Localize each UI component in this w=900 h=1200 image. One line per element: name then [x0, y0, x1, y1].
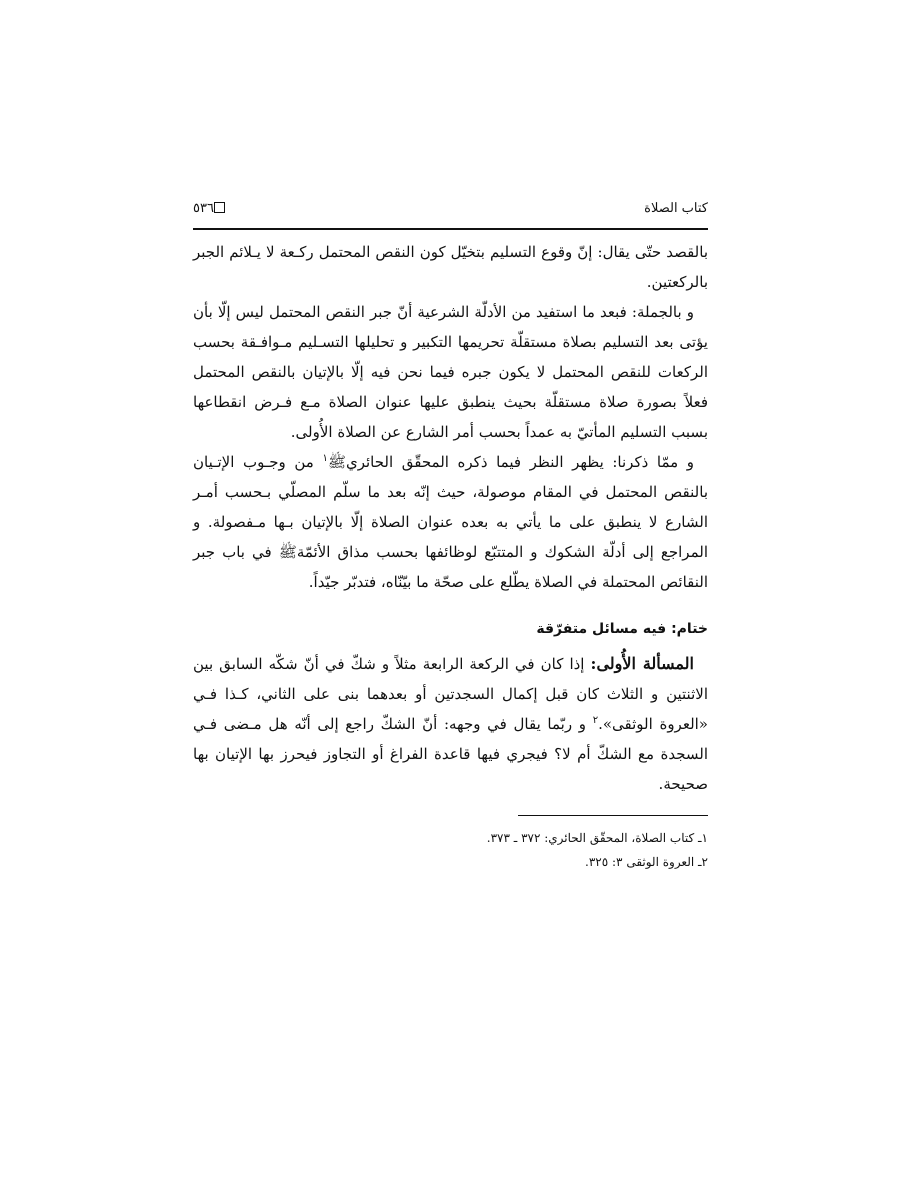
book-page — [193, 195, 708, 874]
issue-paragraph — [193, 649, 708, 799]
body-text — [193, 237, 708, 597]
paragraph-3 — [193, 447, 708, 597]
paragraph-2: و بالجملة: فبعد ما استفيد من الأدلّة الشرعية أنّ جبر النقص المحتمل ليس إلّا بأن يؤتى بعد التسليم بصلاة مستقلّة تحريمها التكبير و تحليلها التسـليم مـوافـقة بحسب الركعات للنقص المحتمل لا يكون جبره فيما نحن فيه إلّا بالإتيان بالنقص المحتمل فعلاً بصورة صلاة مستقلّة بحيث ينطبق عليها عنوان الصلاة مـع فـرض انقطاعها بسبب التسليم المأتيّ به عمداً بحسب أمر الشارع عن الصلاة الأُولى. — [193, 303, 708, 441]
running-header — [193, 195, 708, 219]
footnote-2: ٢ـ العروة الوثقى ٣: ٣٢٥. — [585, 855, 708, 869]
issue-lead: المسألة الأُولى: — [590, 654, 694, 673]
section-heading: ختام: فيه مسائل متفرّقة — [536, 621, 708, 637]
running-title: كتاب الصلاة — [644, 201, 708, 216]
header-rule — [193, 228, 708, 230]
paragraph-1: بالقصد حتّى يقال: إنّ وقوع التسليم بتخيّل كون النقص المحتمل ركـعة لا يـلائم الجبر بالركعتين. — [193, 243, 708, 291]
page-number-text: ٥٣٦ — [193, 201, 214, 216]
honorific-imams: ﷺ — [278, 543, 297, 561]
honorific-ha-iri: ﷺ — [327, 453, 346, 471]
page-number — [193, 201, 230, 216]
footnote-ref-1: ١ — [322, 453, 328, 464]
footnote-rule — [518, 815, 708, 816]
footnote-1: ١ـ كتاب الصلاة، المحقّق الحائري: ٣٧٢ ـ ٣٧٣. — [486, 831, 708, 845]
paragraph-3-text-c: في باب جبر النقائص المحتملة في الصلاة يطّلع على صحّة ما بيّنّاه، فتدبّر جيّداً. — [193, 543, 708, 591]
square-icon — [214, 202, 225, 213]
footnote-ref-2: ٢ — [592, 715, 599, 726]
paragraph-3-text-a: و ممّا ذكرنا: يظهر النظر فيما ذكره المحقّق الحائري — [345, 453, 694, 471]
issue-text-a: إذا كان في الركعة الرابعة مثلاً و شكّ في أنّ شكّه السابق بين الاثنتين و الثلاث كان قبل إكمال السجدتين أو بعدهما بنى على الثاني، كـذا فـي «العروة الوثقى». — [193, 655, 708, 733]
paragraph-3-text-b: من وجـوب الإتـيان بالنقص المحتمل في المقام موصولة، حيث إنّه بعد ما سلّم المصلّي بـحسب أمـر الشارع لا ينطبق على ما يأتي به بعده عنوان الصلاة إلّا بالإتيان بـها مـفصولة. و المراجع إلى أدلّة الشكوك و المتتبّع لوظائفها بحسب مذاق الأئمّة — [193, 453, 708, 561]
issue-text-b: و ربّما يقال في وجهه: أنّ الشكّ راجع إلى أنّه هل مـضى فـي السجدة مع الشكّ أم لا؟ فيجري فيها قاعدة الفراغ أو التجاوز فيحرز بها الإتيان بها صحيحة. — [193, 715, 708, 793]
